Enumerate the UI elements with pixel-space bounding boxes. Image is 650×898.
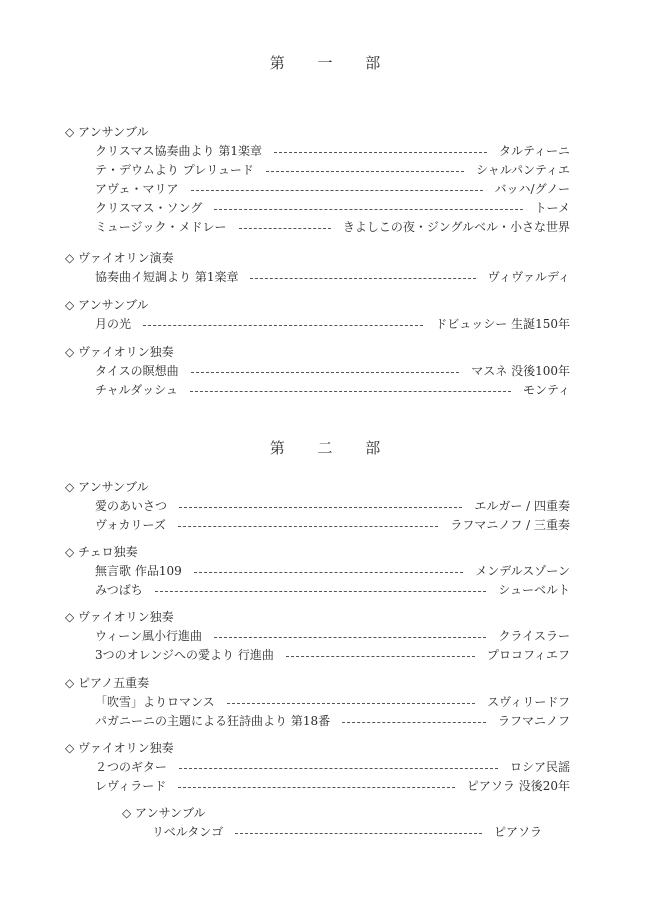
leader-dashes xyxy=(274,152,487,153)
program-item xyxy=(95,180,570,199)
leader-dashes xyxy=(214,637,486,638)
piece-title: 月の光 xyxy=(95,317,132,331)
program-item xyxy=(95,627,570,646)
section-heading: ◇ ピアノ五重奏 xyxy=(65,676,150,690)
leader-dashes xyxy=(342,722,486,723)
composer: ロシア民謡 xyxy=(509,760,570,774)
program-item xyxy=(95,381,570,400)
leader-dashes xyxy=(194,572,463,573)
piece-title: 「吹雪」よりロマンス xyxy=(95,695,215,709)
composer: ヴィヴァルディ xyxy=(487,270,570,284)
section-heading: ◇ ヴァイオリン独奏 xyxy=(65,610,174,624)
piece-title: ２つのギター xyxy=(95,760,167,774)
composer: スヴィリードフ xyxy=(487,695,570,709)
program-item xyxy=(95,362,570,381)
part1-section-violin xyxy=(65,249,570,287)
composer: ラフマニノフ xyxy=(497,714,570,728)
piece-title: レヴィラード xyxy=(95,779,167,793)
section-heading: ◇ ヴァイオリン独奏 xyxy=(65,741,174,755)
program-item xyxy=(95,315,570,334)
part2-title: 第 二 部 xyxy=(269,439,395,457)
piece-title: タイスの瞑想曲 xyxy=(95,364,179,378)
piece-title: クリスマス・ソング xyxy=(95,201,203,215)
piece-title: パガニーニの主題による狂詩曲より 第18番 xyxy=(95,714,331,728)
composer: エルガー / 四重奏 xyxy=(474,499,570,513)
piece-title: チャルダッシュ xyxy=(95,383,178,397)
program-item xyxy=(95,199,570,218)
leader-dashes xyxy=(266,171,464,172)
composer: プロコフィエフ xyxy=(486,648,570,662)
part1-title: 第 一 部 xyxy=(269,54,395,72)
leader-dashes xyxy=(239,228,331,229)
section-heading: ◇ アンサンブル xyxy=(65,298,149,312)
composer: バッハ/グノー xyxy=(494,182,570,196)
leader-dashes xyxy=(227,703,475,704)
program-item xyxy=(95,777,570,796)
composer: モンティ xyxy=(522,383,570,397)
leader-dashes xyxy=(250,278,475,279)
program-item xyxy=(95,268,570,287)
part2-section-ensemble xyxy=(65,478,570,535)
program-item xyxy=(152,823,542,842)
section-heading: ◇ アンサンブル xyxy=(65,125,149,139)
leader-dashes xyxy=(286,656,475,657)
part2-section-cello xyxy=(65,543,570,600)
piece-title: 無言歌 作品109 xyxy=(95,564,182,578)
piece-title: ミュージック・メドレー xyxy=(95,220,227,234)
part2-section-piano-quintet xyxy=(65,674,570,731)
leader-dashes xyxy=(178,787,455,788)
program-item xyxy=(95,161,570,180)
section-heading: ◇ アンサンブル xyxy=(122,806,206,820)
part2-section-violin-solo xyxy=(65,608,570,665)
program-item xyxy=(95,581,570,600)
piece-title: ウィーン風小行進曲 xyxy=(95,629,203,643)
part2-section-ensemble-finale xyxy=(122,804,542,842)
piece-title: アヴェ・マリア xyxy=(95,182,179,196)
program-item xyxy=(95,516,570,535)
piece-title: 協奏曲イ短調より 第1楽章 xyxy=(95,270,239,284)
piece-title: テ・デウムより プレリュード xyxy=(95,163,254,177)
composer: きよしこの夜・ジングルベル・小さな世界 xyxy=(342,220,570,234)
part1-section-violin-solo xyxy=(65,343,570,400)
part1-section-ensemble xyxy=(65,123,570,237)
program-item xyxy=(95,712,570,731)
piece-title: クリスマス協奏曲より 第1楽章 xyxy=(95,144,262,158)
composer: シャルパンティエ xyxy=(476,163,570,177)
composer: トーメ xyxy=(534,201,570,215)
composer: ピアソラ 没後20年 xyxy=(466,779,570,793)
leader-dashes xyxy=(235,833,482,834)
leader-dashes xyxy=(178,526,438,527)
section-heading: ◇ ヴァイオリン演奏 xyxy=(65,251,174,265)
leader-dashes xyxy=(179,768,498,769)
composer: クライスラー xyxy=(498,629,570,643)
leader-dashes xyxy=(143,325,423,326)
composer: メンデルスゾーン xyxy=(475,564,570,578)
composer: ドビュッシー 生誕150年 xyxy=(435,317,570,331)
piece-title: ヴォカリーズ xyxy=(95,518,166,532)
leader-dashes xyxy=(179,507,462,508)
program-item xyxy=(95,646,570,665)
composer: マスネ 没後100年 xyxy=(471,364,570,378)
composer: タルティーニ xyxy=(498,144,570,158)
leader-dashes xyxy=(191,372,460,373)
section-heading: ◇ アンサンブル xyxy=(65,480,149,494)
leader-dashes xyxy=(190,391,511,392)
composer: シューベルト xyxy=(498,583,570,597)
part1-section-ensemble-2 xyxy=(65,296,570,334)
part2-section-violin-solo-2 xyxy=(65,739,570,796)
leader-dashes xyxy=(191,190,483,191)
program-item xyxy=(95,142,570,161)
piece-title: みつばち xyxy=(95,583,143,597)
piece-title: 愛のあいさつ xyxy=(95,499,168,513)
composer: ピアソラ xyxy=(493,825,542,839)
leader-dashes xyxy=(155,591,486,592)
piece-title: リベルタンゴ xyxy=(152,825,224,839)
program-item xyxy=(95,693,570,712)
program-item xyxy=(95,218,570,237)
leader-dashes xyxy=(214,209,522,210)
piece-title: 3つのオレンジへの愛より 行進曲 xyxy=(95,648,274,662)
section-heading: ◇ ヴァイオリン独奏 xyxy=(65,345,174,359)
program-item xyxy=(95,497,570,516)
program-item xyxy=(95,758,570,777)
composer: ラフマニノフ / 三重奏 xyxy=(450,518,570,532)
program-item xyxy=(95,562,570,581)
section-heading: ◇ チェロ独奏 xyxy=(65,545,138,559)
